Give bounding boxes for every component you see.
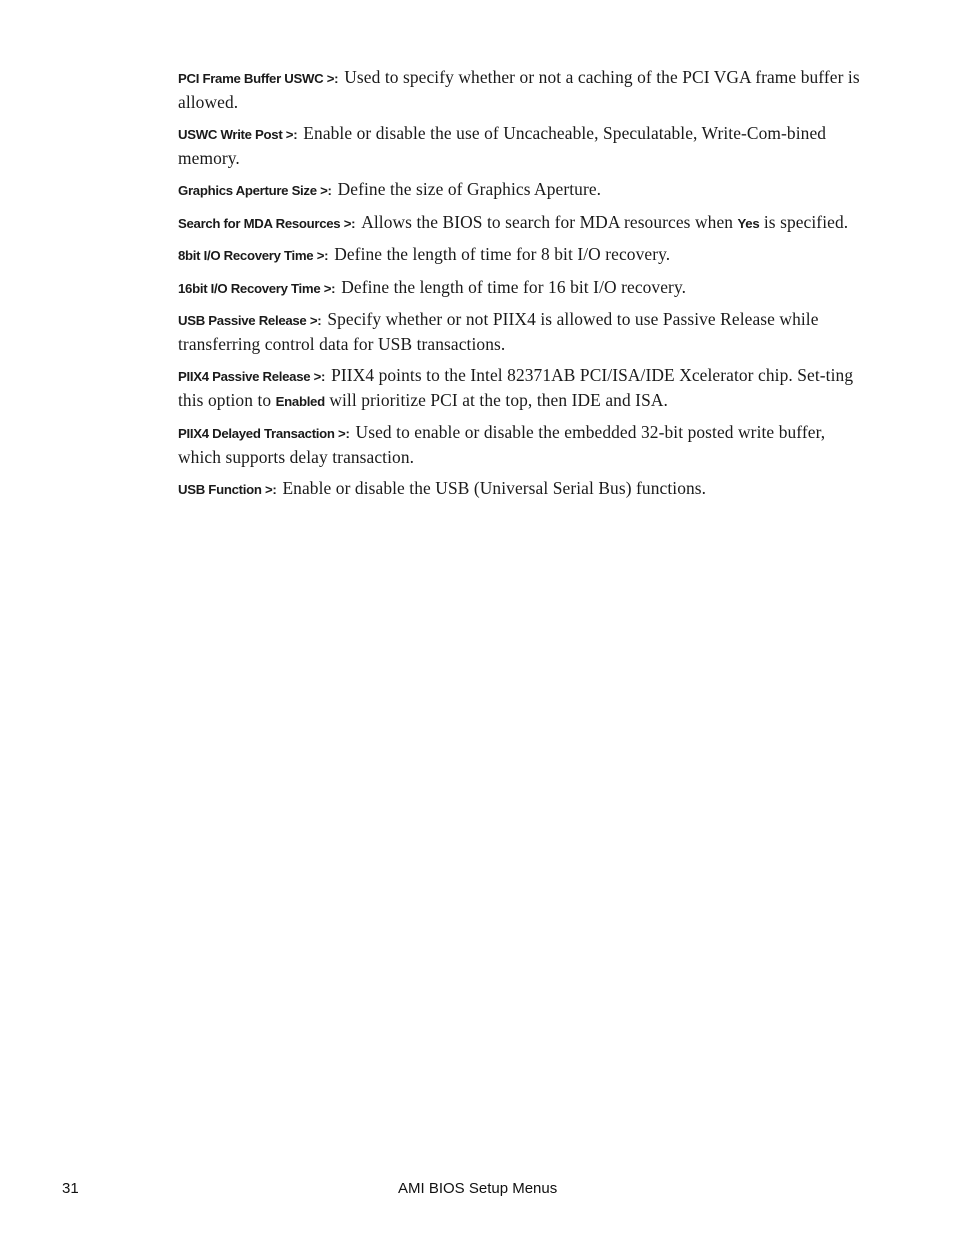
entry-term: Graphics Aperture Size >: <box>178 183 332 198</box>
document-body <box>178 66 870 510</box>
entry-term: PIIX4 Delayed Transaction >: <box>178 426 350 441</box>
entry-term: USWC Write Post >: <box>178 127 298 142</box>
entry-piix4-passive-release <box>178 364 870 413</box>
entry-search-mda-resources <box>178 211 870 236</box>
entry-description: Specify whether or not PIIX4 is allowed to use Passive Release while transferring control data for USB transactions. <box>178 309 819 354</box>
entry-description: PIIX4 points to the Intel 82371AB PCI/ISA/IDE Xcelerator chip. Set-ting this option to <box>178 365 854 410</box>
entry-description-continued: will prioritize PCI at the top, then IDE and ISA. <box>329 389 668 410</box>
entry-piix4-delayed-transaction <box>178 421 870 469</box>
option-value-keyword: Yes <box>737 215 760 231</box>
entry-term: 16bit I/O Recovery Time >: <box>178 280 336 296</box>
entry-term: 8bit I/O Recovery Time >: <box>178 248 329 263</box>
entry-term: USB Passive Release >: <box>178 313 322 328</box>
entry-graphics-aperture-size <box>178 178 870 203</box>
entry-description: Define the length of time for 16 bit I/O recovery. <box>341 276 687 297</box>
entry-description: Used to specify whether or not a caching of the PCI VGA frame buffer is allowed. <box>178 67 860 112</box>
footer-title: AMI BIOS Setup Menus <box>398 1180 558 1197</box>
entry-description: Enable or disable the USB (Universal Serial Bus) functions. <box>282 478 707 498</box>
entry-description: Enable or disable the use of Uncacheable, Speculatable, Write-Com-bined memory. <box>178 123 827 168</box>
entry-8bit-io-recovery <box>178 243 870 268</box>
entry-term: PIIX4 Passive Release >: <box>178 369 326 384</box>
entry-description: Define the length of time for 8 bit I/O recovery. <box>334 244 671 264</box>
entry-16bit-io-recovery <box>178 276 870 301</box>
entry-uswc-write-post <box>178 122 870 170</box>
entry-description: Used to enable or disable the embedded 32-bit posted write buffer, which supports delay transaction. <box>178 422 826 467</box>
entry-term: USB Function >: <box>178 482 277 497</box>
entry-description-continued: is specified. <box>763 211 849 232</box>
entry-usb-function <box>178 477 870 502</box>
entry-description: Define the size of Graphics Aperture. <box>337 179 602 199</box>
page-number: 31 <box>62 1180 79 1197</box>
entry-term: Search for MDA Resources >: <box>178 215 356 231</box>
entry-description: Allows the BIOS to search for MDA resources when <box>361 211 734 232</box>
entry-usb-passive-release <box>178 308 870 356</box>
entry-pci-frame-buffer-uswc <box>178 66 870 114</box>
option-value-keyword: Enabled <box>275 393 325 409</box>
entry-term: PCI Frame Buffer USWC >: <box>178 71 339 86</box>
